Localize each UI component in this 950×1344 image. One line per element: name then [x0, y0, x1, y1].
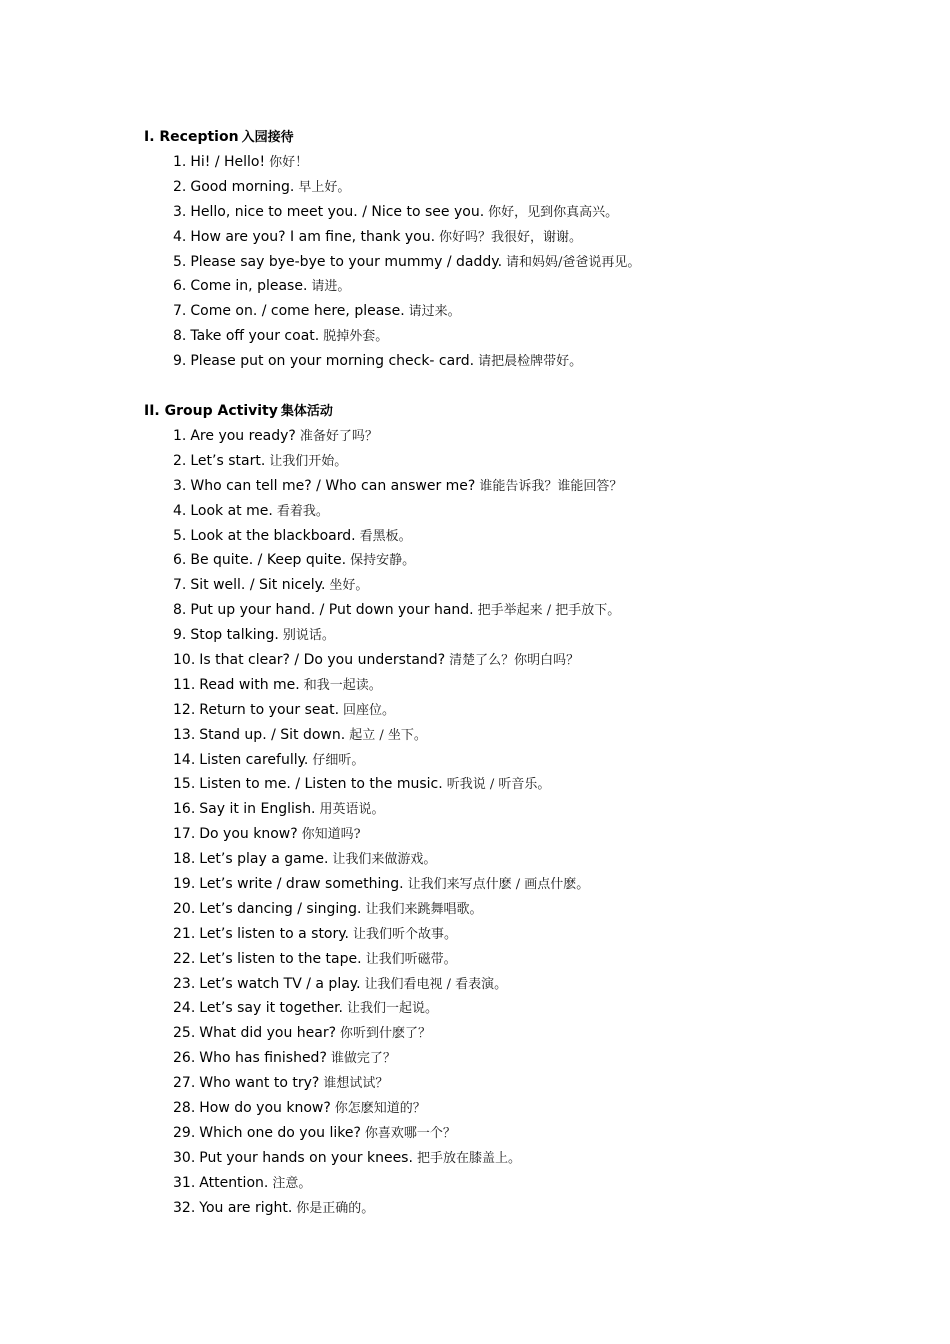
phrase-chinese: 请过来。 — [408, 304, 461, 320]
phrase-number: 9. — [173, 353, 187, 370]
phrase-english: Who has finished? — [199, 1050, 327, 1067]
phrase-chinese: 看黑板。 — [359, 528, 412, 544]
phrase-english: Do you know? — [199, 826, 298, 843]
section-heading-english: II. Group Activity — [144, 403, 278, 419]
phrase-chinese: 让我们听磁带。 — [365, 951, 457, 967]
phrase-english: Let’s listen to the tape. — [199, 950, 362, 967]
section-group-activity — [144, 399, 904, 1221]
phrase-item — [173, 947, 904, 972]
phrase-number: 1. — [173, 154, 187, 170]
phrase-number: 3. — [173, 477, 187, 494]
phrase-chinese: 看着我。 — [276, 503, 329, 519]
phrase-chinese: 把手举起来 / 把手放下。 — [477, 603, 621, 619]
phrase-chinese: 早上好。 — [298, 179, 351, 195]
phrase-item — [173, 1196, 904, 1221]
phrase-chinese: 你知道吗? — [301, 827, 361, 843]
phrase-chinese: 把手放在膝盖上。 — [416, 1150, 521, 1166]
section-heading — [144, 399, 904, 424]
phrase-item — [173, 324, 904, 349]
phrase-item — [173, 897, 904, 922]
phrase-number: 9. — [173, 627, 187, 644]
phrase-chinese: 让我们来写点什麽 / 画点什麽。 — [407, 877, 590, 893]
phrase-chinese: 谁能告诉我？谁能回答？ — [479, 478, 623, 494]
phrase-item — [173, 499, 904, 524]
phrase-english: How do you know? — [199, 1100, 331, 1117]
phrase-item — [173, 573, 904, 598]
phrase-english: Let’s start. — [190, 452, 266, 469]
phrase-number: 4. — [173, 228, 187, 245]
phrase-english: Sit well. / Sit nicely. — [190, 577, 326, 594]
phrase-item — [173, 1096, 904, 1121]
phrase-english: Let’s watch TV / a play. — [199, 975, 361, 992]
phrase-item — [173, 698, 904, 723]
phrase-number: 1. — [173, 428, 187, 444]
phrase-item — [173, 250, 904, 275]
phrase-chinese: 坐好。 — [329, 578, 369, 594]
phrase-number: 16. — [173, 801, 196, 818]
phrase-number: 5. — [173, 253, 187, 270]
phrase-english: Come in, please. — [190, 278, 308, 295]
phrase-chinese: 谁做完了？ — [330, 1051, 396, 1067]
phrase-chinese: 别说话。 — [282, 628, 335, 644]
phrase-item — [173, 200, 904, 225]
phrase-number: 28. — [173, 1100, 196, 1117]
phrase-number: 4. — [173, 502, 187, 519]
phrase-number: 5. — [173, 527, 187, 544]
phrase-number: 8. — [173, 328, 187, 345]
phrase-item — [173, 524, 904, 549]
phrase-item — [173, 922, 904, 947]
section-heading-chinese: 入园接待 — [241, 130, 294, 145]
phrase-number: 20. — [173, 900, 196, 917]
phrase-number: 8. — [173, 602, 187, 619]
phrase-chinese: 仔细听。 — [312, 752, 365, 768]
phrase-number: 26. — [173, 1050, 196, 1067]
phrase-number: 7. — [173, 303, 187, 320]
phrase-english: How are you? I am fine, thank you. — [190, 228, 436, 245]
phrase-item — [173, 1171, 904, 1196]
phrase-english: Good morning. — [190, 178, 295, 195]
phrase-english: Say it in English. — [199, 801, 316, 818]
phrase-chinese: 准备好了吗？ — [299, 429, 378, 444]
phrase-chinese: 请把晨检牌带好。 — [478, 354, 583, 370]
phrase-item — [173, 772, 904, 797]
phrase-chinese: 你听到什麽了？ — [340, 1026, 432, 1042]
phrase-item — [173, 1121, 904, 1146]
phrase-number: 19. — [173, 876, 196, 893]
phrase-number: 31. — [173, 1174, 196, 1191]
phrase-number: 12. — [173, 701, 196, 718]
phrase-english: Attention. — [199, 1174, 269, 1191]
phrase-list — [144, 150, 904, 374]
phrase-item — [173, 548, 904, 573]
phrase-number: 25. — [173, 1025, 196, 1042]
section-heading — [144, 125, 904, 150]
section-heading-chinese: 集体活动 — [280, 404, 333, 419]
phrase-item — [173, 872, 904, 897]
phrase-chinese: 保持安静。 — [350, 553, 416, 569]
phrase-number: 11. — [173, 676, 196, 693]
phrase-number: 6. — [173, 278, 187, 295]
phrase-number: 30. — [173, 1149, 196, 1166]
phrase-item — [173, 996, 904, 1021]
phrase-english: Stop talking. — [190, 627, 279, 644]
phrase-english: Take off your coat. — [190, 328, 320, 345]
phrase-item — [173, 797, 904, 822]
phrase-item — [173, 349, 904, 374]
phrase-chinese: 让我们一起说。 — [347, 1001, 439, 1017]
phrase-item — [173, 1021, 904, 1046]
phrase-english: What did you hear? — [199, 1025, 337, 1042]
phrase-chinese: 你好吗？我很好，谢谢。 — [439, 229, 583, 245]
phrase-english: You are right. — [199, 1199, 293, 1216]
phrase-item — [173, 723, 904, 748]
phrase-list — [144, 424, 904, 1221]
phrase-item — [173, 449, 904, 474]
phrase-chinese: 让我们来做游戏。 — [332, 852, 437, 868]
phrase-number: 2. — [173, 178, 187, 195]
phrase-number: 14. — [173, 751, 196, 768]
phrase-chinese: 让我们开始。 — [269, 453, 348, 469]
phrase-chinese: 你好！ — [269, 155, 309, 170]
phrase-english: Hi! / Hello! — [190, 154, 266, 170]
phrase-number: 7. — [173, 577, 187, 594]
phrase-english: Listen to me. / Listen to the music. — [199, 776, 443, 793]
phrase-number: 15. — [173, 776, 196, 793]
phrase-chinese: 你喜欢哪一个？ — [364, 1125, 456, 1141]
phrase-english: Be quite. / Keep quite. — [190, 552, 347, 569]
phrase-number: 13. — [173, 726, 196, 743]
phrase-number: 3. — [173, 203, 187, 220]
phrase-english: Hello, nice to meet you. / Nice to see you. — [190, 203, 485, 220]
phrase-item — [173, 673, 904, 698]
phrase-item — [173, 847, 904, 872]
phrase-english: Are you ready? — [190, 428, 296, 444]
phrase-chinese: 请进。 — [311, 279, 351, 295]
phrase-english: Look at the blackboard. — [190, 527, 356, 544]
phrase-chinese: 用英语说。 — [319, 802, 385, 818]
phrase-item — [173, 474, 904, 499]
phrase-number: 29. — [173, 1124, 196, 1141]
phrase-chinese: 脱掉外套。 — [323, 329, 389, 345]
phrase-english: Who want to try? — [199, 1075, 320, 1092]
phrase-chinese: 你好，见到你真高兴。 — [488, 204, 619, 220]
phrase-chinese: 注意。 — [272, 1175, 312, 1191]
phrase-number: 6. — [173, 552, 187, 569]
phrase-number: 27. — [173, 1075, 196, 1092]
phrase-chinese: 清楚了么？你明白吗？ — [449, 653, 580, 669]
phrase-chinese: 让我们来跳舞唱歌。 — [365, 901, 483, 917]
phrase-chinese: 你是正确的。 — [296, 1200, 375, 1216]
phrase-english: Please say bye-bye to your mummy / daddy. — [190, 253, 503, 270]
phrase-english: Listen carefully. — [199, 751, 309, 768]
phrase-item — [173, 424, 904, 449]
phrase-number: 24. — [173, 1000, 196, 1017]
section-reception — [144, 125, 904, 374]
phrase-english: Let’s say it together. — [199, 1000, 344, 1017]
phrase-chinese: 谁想试试？ — [323, 1076, 389, 1092]
phrase-english: Put your hands on your knees. — [199, 1149, 413, 1166]
phrase-chinese: 让我们看电视 / 看表演。 — [364, 976, 508, 992]
phrase-item — [173, 299, 904, 324]
section-heading-english: I. Reception — [144, 129, 239, 145]
phrase-item — [173, 1146, 904, 1171]
phrase-chinese: 和我一起读。 — [303, 677, 382, 693]
phrase-item — [173, 1046, 904, 1071]
phrase-english: Stand up. / Sit down. — [199, 726, 346, 743]
phrase-chinese: 你怎麽知道的？ — [334, 1101, 426, 1117]
phrase-chinese: 起立 / 坐下。 — [349, 727, 427, 743]
phrase-item — [173, 648, 904, 673]
phrase-chinese: 请和妈妈/爸爸说再见。 — [506, 254, 641, 270]
phrase-english: Let’s dancing / singing. — [199, 900, 362, 917]
phrase-number: 2. — [173, 452, 187, 469]
phrase-number: 21. — [173, 925, 196, 942]
phrase-chinese: 回座位。 — [343, 702, 396, 718]
phrase-item — [173, 274, 904, 299]
phrase-item — [173, 175, 904, 200]
phrase-item — [173, 225, 904, 250]
phrase-item — [173, 1071, 904, 1096]
phrase-item — [173, 150, 904, 175]
phrase-number: 22. — [173, 950, 196, 967]
phrase-english: Look at me. — [190, 502, 273, 519]
phrase-english: Come on. / come here, please. — [190, 303, 405, 320]
phrase-english: Read with me. — [199, 676, 300, 693]
phrase-chinese: 让我们听个故事。 — [353, 926, 458, 942]
phrase-english: Let’s listen to a story. — [199, 925, 349, 942]
phrase-number: 17. — [173, 826, 196, 843]
phrase-number: 10. — [173, 652, 196, 669]
phrase-item — [173, 623, 904, 648]
phrase-number: 32. — [173, 1199, 196, 1216]
phrase-chinese: 听我说 / 听音乐。 — [446, 777, 551, 793]
phrase-item — [173, 598, 904, 623]
phrase-number: 18. — [173, 851, 196, 868]
phrase-item — [173, 822, 904, 847]
phrase-english: Let’s write / draw something. — [199, 876, 404, 893]
phrase-english: Is that clear? / Do you understand? — [199, 652, 446, 669]
phrase-number: 23. — [173, 975, 196, 992]
phrase-english: Return to your seat. — [199, 701, 340, 718]
phrase-item — [173, 748, 904, 773]
phrase-english: Who can tell me? / Who can answer me? — [190, 477, 476, 494]
phrase-item — [173, 972, 904, 997]
phrase-english: Put up your hand. / Put down your hand. — [190, 602, 474, 619]
phrase-english: Which one do you like? — [199, 1124, 361, 1141]
phrase-english: Let’s play a game. — [199, 851, 329, 868]
phrase-english: Please put on your morning check- card. — [190, 353, 475, 370]
